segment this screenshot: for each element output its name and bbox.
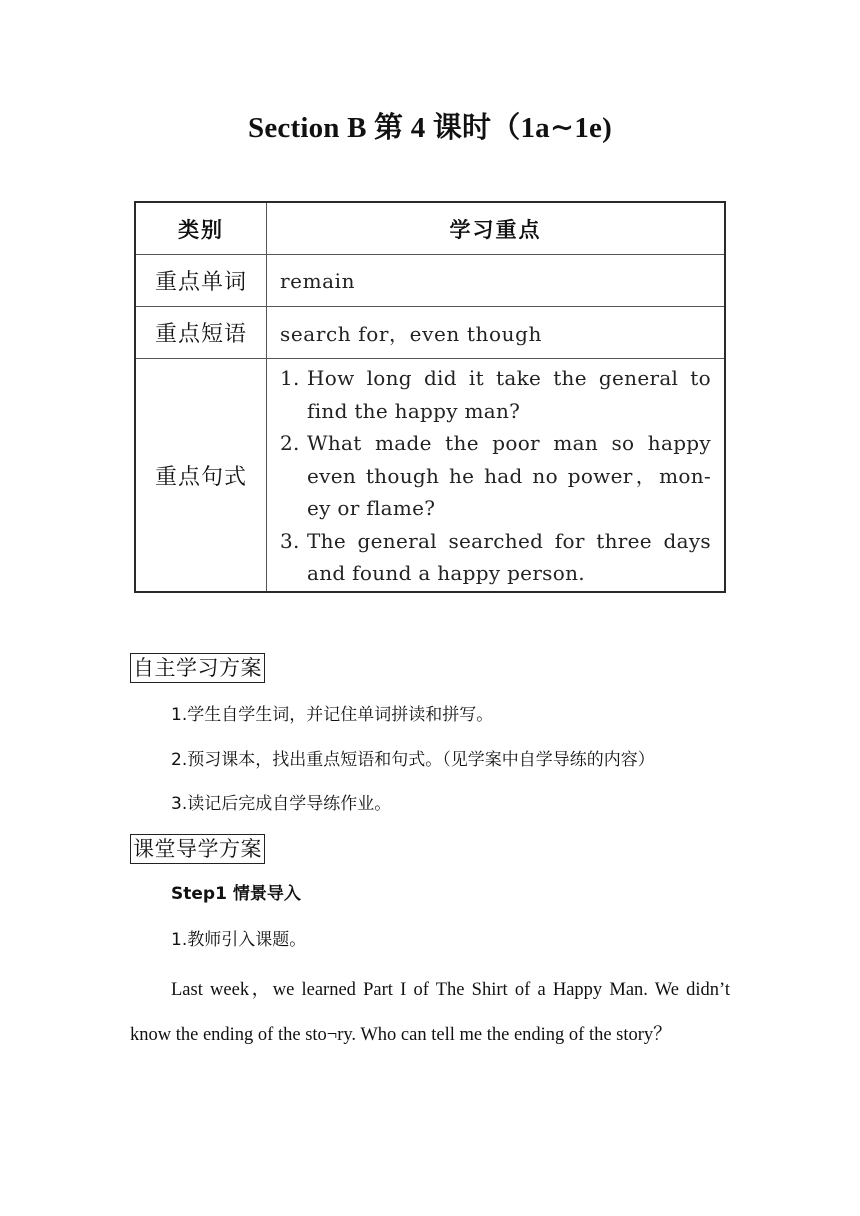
row-value-words: remain (267, 255, 726, 307)
table-row (135, 255, 725, 307)
page-title: Section B 第 4 课时（1a∼1e) (248, 112, 612, 144)
row-value-sentences (267, 359, 726, 593)
sentence-text: The general searched for three days and found a happy person. (307, 528, 711, 586)
step-title: Step1 情景导入 (171, 884, 301, 904)
self-study-item-3: 3.读记后完成自学导练作业。 (171, 794, 392, 814)
class-guide-item-1: 1.教师引入课题。 (171, 930, 307, 950)
sentence-number: 3. (280, 528, 300, 553)
row-label-sentences: 重点句式 (135, 359, 267, 593)
list-item (280, 362, 711, 427)
row-value-phrases: search for，even though (267, 307, 726, 359)
sentence-text: What made the poor man so happy even though he had no power，mon-ey or flame? (307, 431, 711, 521)
story-paragraph: Last week，we learned Part I of The Shirt of a Happy Man. We didn’t know the ending of the sto¬ry. Who can tell me the ending of the story？ (130, 980, 730, 1045)
self-study-heading: 自主学习方案 (130, 653, 265, 683)
header-category: 类别 (135, 202, 267, 255)
self-study-item-1: 1.学生自学生词，并记住单词拼读和拼写。 (171, 705, 494, 725)
row-label-phrases: 重点短语 (135, 307, 267, 359)
table-header-row (135, 202, 725, 255)
class-guide-heading: 课堂导学方案 (130, 834, 265, 864)
table-row (135, 307, 725, 359)
header-focus: 学习重点 (267, 202, 726, 255)
sentence-list (267, 360, 724, 590)
sentence-number: 2. (280, 431, 300, 456)
self-study-item-2: 2.预习课本，找出重点短语和句式。（见学案中自学导练的内容） (171, 750, 655, 770)
list-item (280, 427, 711, 525)
row-label-words: 重点单词 (135, 255, 267, 307)
learning-focus-table (134, 201, 726, 593)
table-row (135, 359, 725, 593)
sentence-number: 1. (280, 365, 300, 390)
sentence-text: How long did it take the general to find the happy man? (307, 365, 711, 423)
list-item (280, 525, 711, 590)
